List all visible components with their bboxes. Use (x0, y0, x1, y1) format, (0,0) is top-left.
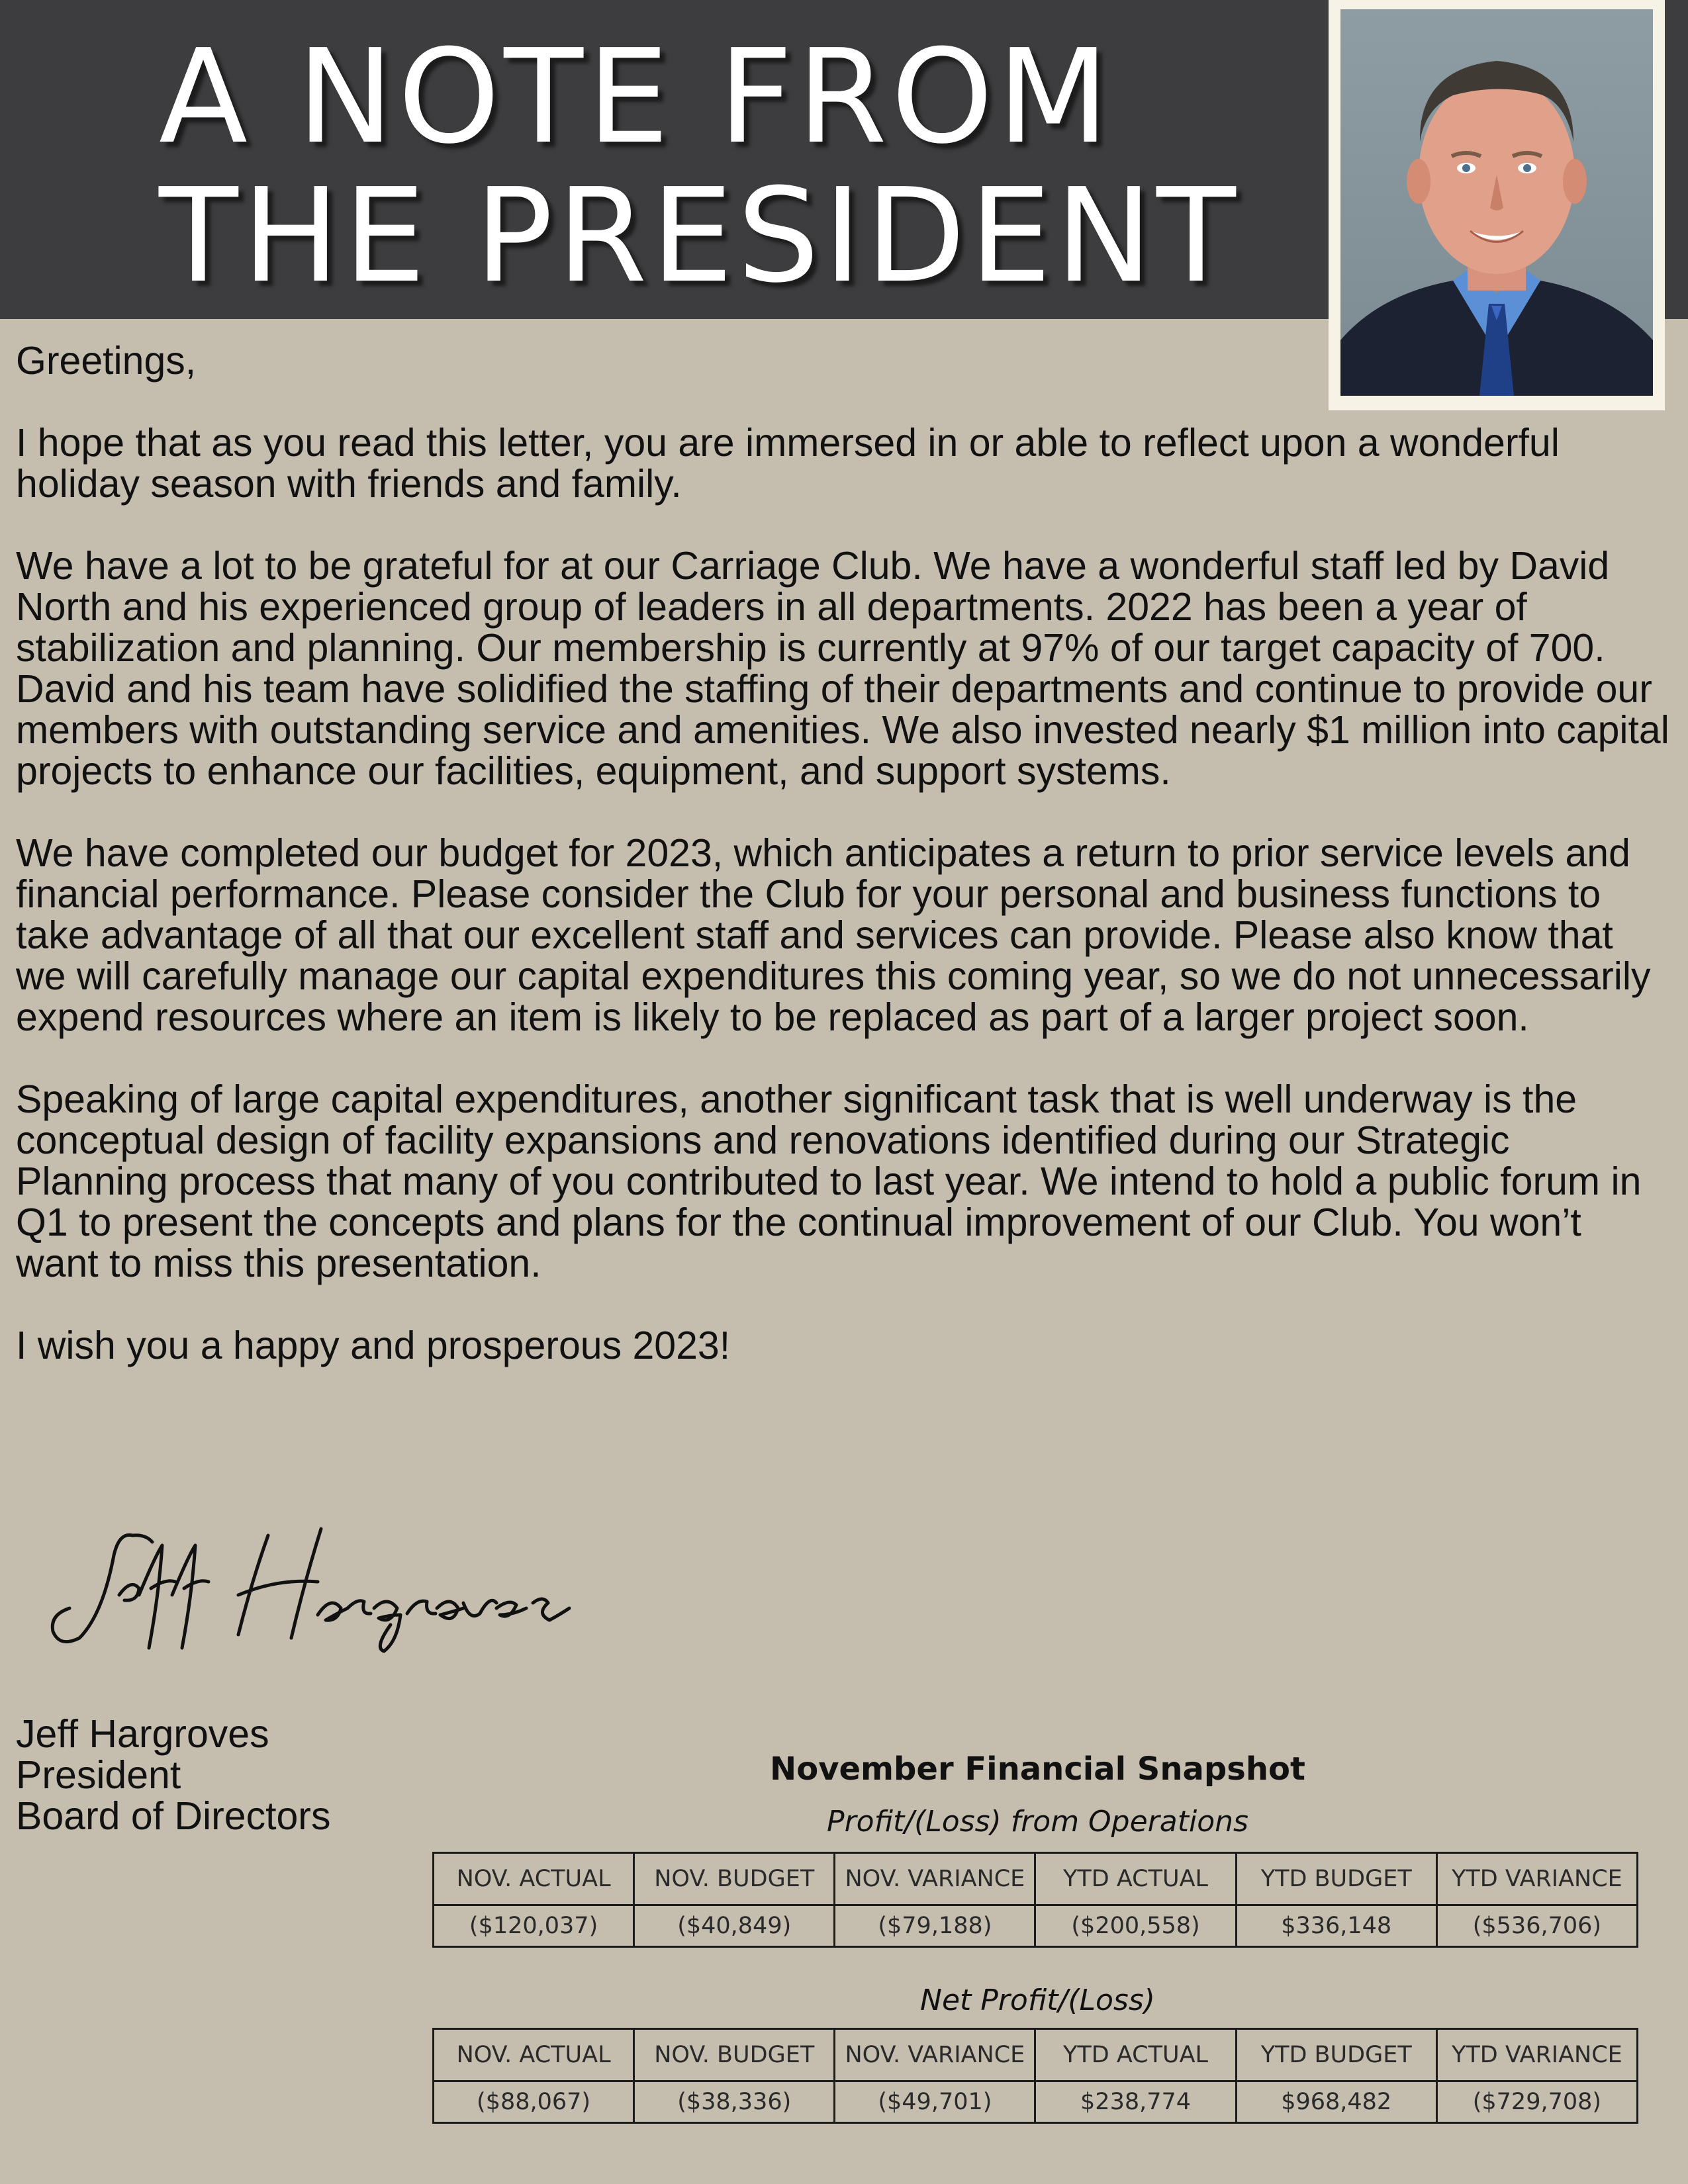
paragraph-2: We have a lot to be grateful for at our Carriage Club. We have a wonderful staff led by David North and his experienced group of leaders in all departments. 2022 has been a year of stabilization and planning. Our membership is currently at 97% of our target capacity of 700. David and his team have solidified the staffing of their departments and continue to provide our members with outstanding service and amenities. We also invested nearly $1 million into capital projects to enhance our facilities, equipment, and support systems. (16, 544, 1669, 793)
column-header: YTD VARIANCE (1436, 1853, 1637, 1905)
table-header-row (434, 2029, 1638, 2081)
table-cell: $238,774 (1035, 2081, 1236, 2123)
table-cell: $968,482 (1236, 2081, 1436, 2123)
handwritten-signature (40, 1516, 583, 1655)
title-line-2: THE PRESIDENT (159, 161, 1240, 312)
net-profit-subtitle: Net Profit/(Loss) (920, 1983, 1155, 2017)
table-cell: $336,148 (1236, 1905, 1436, 1947)
column-header: YTD ACTUAL (1035, 1853, 1236, 1905)
table-cell: ($38,336) (634, 2081, 835, 2123)
signature-block (16, 1713, 330, 1837)
column-header: YTD BUDGET (1236, 2029, 1436, 2081)
portrait-illustration (1340, 9, 1653, 396)
table-row (434, 1905, 1638, 1947)
table-cell: ($120,037) (434, 1905, 634, 1947)
greeting: Greetings, (16, 339, 197, 383)
column-header: NOV. BUDGET (634, 1853, 835, 1905)
table-cell: ($79,188) (835, 1905, 1035, 1947)
snapshot-title: November Financial Snapshot (770, 1751, 1305, 1788)
table-header-row (434, 1853, 1638, 1905)
title-line-1: A NOTE FROM (159, 22, 1113, 173)
column-header: NOV. BUDGET (634, 2029, 835, 2081)
signer-board: Board of Directors (16, 1794, 331, 1838)
column-header: NOV. ACTUAL (434, 1853, 634, 1905)
letter-body (16, 340, 1671, 1407)
signer-title: President (16, 1753, 181, 1797)
closing-line: I wish you a happy and prosperous 2023! (16, 1324, 731, 1367)
column-header: NOV. VARIANCE (835, 2029, 1035, 2081)
paragraph-4: Speaking of large capital expenditures, another significant task that is well underway is the conceptual design of facility expansions and renovations identified during our Strategic Planning process that many of you contributed to last year. We intend to hold a public forum in Q1 to present the concepts and plans for the continual improvement of our Club. You won’t want to miss this presentation. (16, 1077, 1642, 1285)
operations-table (432, 1852, 1638, 1948)
table-cell: ($729,708) (1436, 2081, 1637, 2123)
table-cell: ($49,701) (835, 2081, 1035, 2123)
signer-name: Jeff Hargroves (16, 1712, 269, 1756)
column-header: YTD ACTUAL (1035, 2029, 1236, 2081)
president-photo (1340, 9, 1653, 396)
table-cell: ($200,558) (1035, 1905, 1236, 1947)
paragraph-1: I hope that as you read this letter, you are immersed in or able to reflect upon a wonderful holiday season with friends and family. (16, 421, 1560, 506)
table-cell: ($88,067) (434, 2081, 634, 2123)
operations-subtitle: Profit/(Loss) from Operations (827, 1805, 1248, 1839)
table-row (434, 2081, 1638, 2123)
column-header: YTD VARIANCE (1436, 2029, 1637, 2081)
table-cell: ($536,706) (1436, 1905, 1637, 1947)
column-header: YTD BUDGET (1236, 1853, 1436, 1905)
column-header: NOV. ACTUAL (434, 2029, 634, 2081)
page-title (159, 22, 1240, 312)
column-header: NOV. VARIANCE (835, 1853, 1035, 1905)
net-profit-table (432, 2028, 1638, 2124)
table-cell: ($40,849) (634, 1905, 835, 1947)
paragraph-3: We have completed our budget for 2023, which anticipates a return to prior service levels and financial performance. Please consider the Club for your personal and business functions to take advantage of all that our excellent staff and services can provide. Please also know that we will carefully manage our capital expenditures this coming year, so we do not unnecessarily expend resources where an item is likely to be replaced as part of a larger project soon. (16, 831, 1651, 1039)
